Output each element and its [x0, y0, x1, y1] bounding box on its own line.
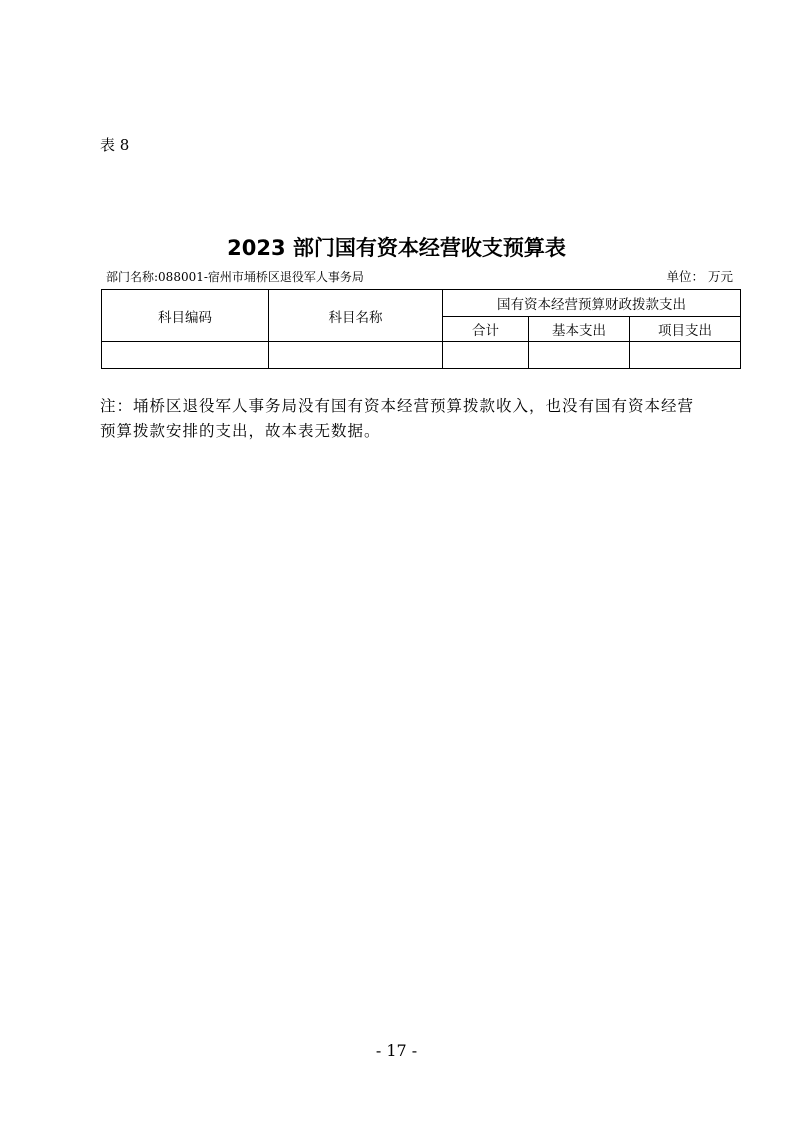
- page-title: 2023 部门国有资本经营收支预算表: [227, 236, 566, 260]
- unit-label: 单位： 万元: [666, 269, 733, 284]
- header-project-expenditure: 项目支出: [630, 317, 741, 342]
- header-row: [102, 290, 741, 317]
- page-number: - 17 -: [375, 1041, 418, 1060]
- note-text: 注：埇桥区退役军人事务局没有国有资本经营预算拨款收入，也没有国有资本经营预算拨款安排的支出，故本表无数据。: [100, 397, 695, 440]
- header-subject-code: 科目编码: [102, 290, 269, 342]
- header-basic-expenditure: 基本支出: [529, 317, 630, 342]
- department-name: 部门名称:088001-宿州市埇桥区退役军人事务局: [106, 270, 364, 284]
- cell-subject-code: [102, 342, 269, 369]
- budget-table: [101, 289, 741, 369]
- table-row: [102, 342, 741, 369]
- cell-project: [630, 342, 741, 369]
- table-number-label: 表 8: [100, 136, 130, 154]
- header-subject-name: 科目名称: [269, 290, 443, 342]
- header-expenditure-group: 国有资本经营预算财政拨款支出: [443, 290, 741, 317]
- header-total: 合计: [443, 317, 529, 342]
- cell-total: [443, 342, 529, 369]
- cell-subject-name: [269, 342, 443, 369]
- cell-basic: [529, 342, 630, 369]
